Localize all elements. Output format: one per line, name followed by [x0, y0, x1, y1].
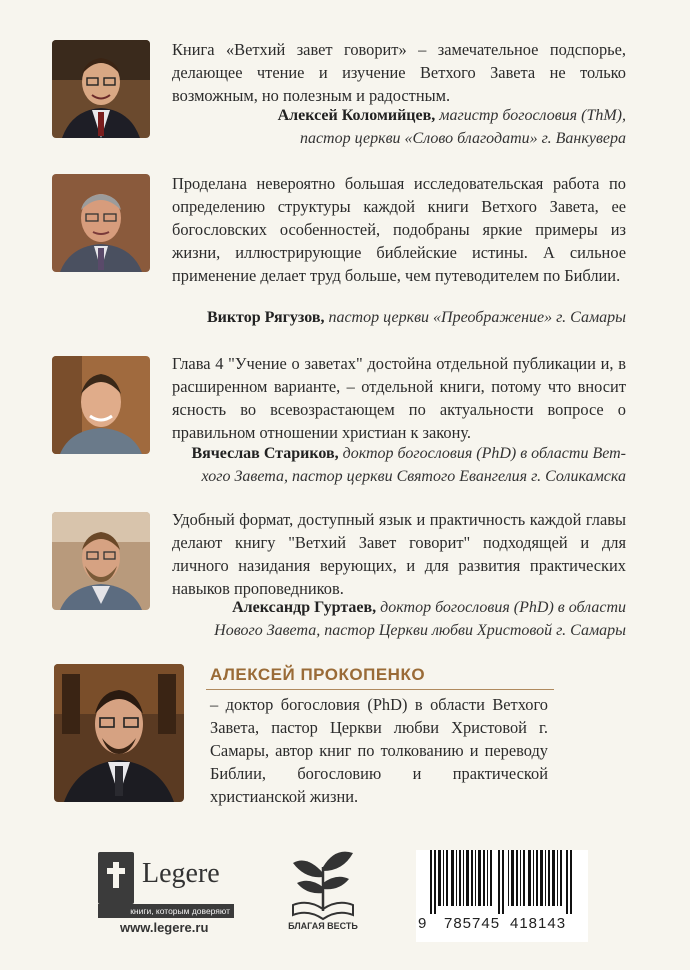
reviewer-name: Алексей Коломийцев,: [277, 107, 436, 124]
isbn-group-2: 418143: [510, 915, 567, 932]
review-signature: [150, 596, 626, 642]
legere-logo: [98, 852, 234, 936]
reviewer-title: доктор богословия (PhD) в области Вет-: [342, 445, 626, 462]
review-signature: [150, 306, 626, 329]
reviewer-title: пастор церкви «Преображение» г. Самары: [328, 309, 626, 326]
reviewer-title: хого Завета, пастор церкви Святого Евангелия г. Соликамска: [201, 468, 626, 485]
author-name: АЛЕКСЕЙ ПРОКОПЕНКО: [210, 665, 426, 684]
publisher-tagline: книги, которым доверяют: [98, 904, 234, 918]
review-quote: Глава 4 "Учение о заветах" достойна отдельной публикации и, в расширенном варианте, – отдельной книги, потому что вносит ясность во всевозрастающем по актуальности вопросе о правильном отношении христиан к закону.: [172, 354, 626, 442]
isbn-lead-digit: 9: [418, 915, 428, 932]
reviewer-name: Виктор Рягузов,: [206, 309, 325, 326]
review-signature: [150, 104, 626, 150]
reviewer-photo-starikov: [52, 356, 150, 454]
reviewer-title: доктор богословия (PhD) в области: [380, 599, 626, 616]
review-quote: Книга «Ветхий завет говорит» – замечательное подспорье, делающее чтение и изучение Ветхого Завета не только возможным, но полезным и радостным.: [172, 40, 626, 105]
author-photo: [54, 664, 184, 802]
reviewer-title: Нового Завета, пастор Церкви любви Христовой г. Самары: [214, 622, 626, 639]
blagaya-vest-logo: [283, 845, 363, 935]
reviewer-name: Вячеслав Стариков,: [191, 445, 339, 462]
barcode-bars: [422, 850, 582, 914]
publisher-url: www.legere.ru: [120, 920, 209, 935]
bible-cross-icon: [98, 852, 134, 904]
review-quote: Удобный формат, доступный язык и практичность каждой главы делают книгу "Ветхий Завет говорит" подходящей и для личного назидания верующих, и для развития практических навыков проповедников.: [172, 510, 626, 598]
sprout-book-icon: [283, 845, 363, 921]
reviewer-title: пастор церкви «Слово благодати» г. Ванкувера: [299, 130, 626, 147]
reviewer-title: магистр богословия (ThM),: [439, 107, 626, 124]
isbn-barcode: [416, 850, 588, 942]
review-signature: [150, 442, 626, 488]
author-bio: – доктор богословия (PhD) в области Ветхого Завета, пастор Церкви любви Христовой г. Самары, автор книг по толкованию и переводу Библии, богословию и практической христианской жизни.: [210, 695, 548, 806]
author-divider: [206, 689, 554, 690]
publisher-name: Legere: [142, 858, 220, 889]
review-quote: Проделана невероятно большая исследовательская работа по определению структуры каждой книги Ветхого Завета, ее богословских особенностей, подобраны яркие примеры из жизни, иллюстрирующие библейские истины. А сильное применение делает труд больше, чем путеводителем по Библии.: [172, 174, 626, 285]
reviewer-photo-gurtaev: [52, 512, 150, 610]
partner-name: БЛАГАЯ ВЕСТЬ: [288, 921, 358, 931]
isbn-group-1: 785745: [444, 915, 501, 932]
reviewer-name: Александр Гуртаев,: [232, 599, 377, 616]
reviewer-photo-kolomiytsev: [52, 40, 150, 138]
reviewer-photo-ryaguzov: [52, 174, 150, 272]
